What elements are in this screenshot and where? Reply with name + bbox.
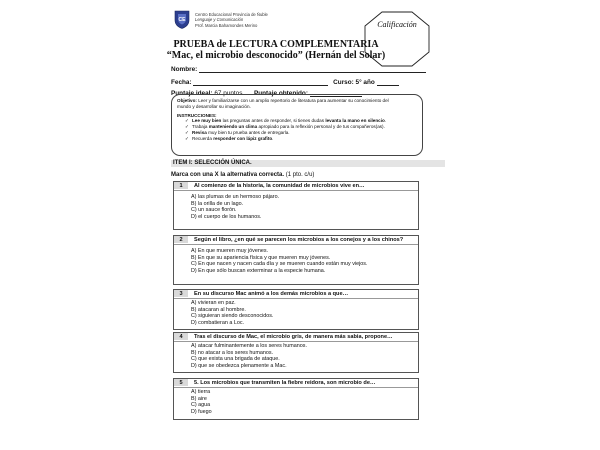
question-options (174, 191, 418, 220)
question-text: En su discurso Mac animó a los demás microbios a que… (194, 291, 349, 297)
instruction-item: ✓ Recuerda responder con lápiz grafito. (185, 135, 274, 141)
option-b[interactable]: B) En que su apariencia física y que mueren muy jóvenes. (191, 254, 331, 261)
test-subtitle: “Mac, el microbio desconocido” (Hernán del Solar) (166, 50, 386, 61)
question-text: Según el libro, ¿en qué se parecen los microbios a los conejos y a los chinos? (194, 237, 404, 243)
question-number: 3 (174, 290, 188, 297)
instruction-text: Marca con una X la alternativa correcta. (171, 172, 285, 178)
question-number: 4 (174, 333, 188, 340)
option-c[interactable]: C) que exista una brigada de ataque. (191, 356, 280, 362)
option-b[interactable]: B) aire (191, 395, 207, 402)
question-box (173, 289, 419, 330)
instruction-item: ✓ Lee muy bien las preguntas antes de responder, si tienes dudas levanta la mano en silencio. (185, 118, 387, 124)
option-b[interactable]: B) no atacar a los seres humanos. (191, 349, 274, 356)
question-box (173, 235, 419, 285)
question-text: Al comienzo de la historia, la comunidad de microbios vive en… (194, 183, 365, 189)
instruction-item: ✓ Revisa muy bien tu prueba antes de entregarla. (185, 129, 290, 135)
question-header (174, 182, 418, 191)
question-number: 2 (174, 236, 188, 243)
name-blank[interactable] (199, 66, 426, 73)
question-number: 5 (174, 379, 188, 386)
obtained-score-label: Puntaje obtenido: (253, 90, 308, 97)
option-d[interactable]: D) En que sólo buscan exterminar a la especie humana. (191, 267, 326, 274)
question-box (173, 332, 419, 373)
objective-text (177, 98, 417, 110)
option-d[interactable]: D) combatieran a Loc. (191, 319, 245, 326)
ideal-score-value: 67 puntos. (214, 90, 245, 97)
ideal-score-label: Puntaje ideal: (171, 90, 213, 97)
question-number: 1 (174, 182, 188, 189)
question-box (173, 378, 419, 420)
objective-line1: Leer y familiarizarse con un amplio repertorio de literatura para aumentar su conocimiento del (196, 98, 389, 103)
section-instruction (171, 172, 314, 178)
question-header (174, 333, 418, 342)
option-d[interactable]: D) que se obedezca plenamente a Mac. (191, 362, 287, 369)
question-options (174, 299, 418, 326)
course-blank[interactable] (377, 79, 399, 86)
option-c[interactable]: C) agua (191, 402, 211, 408)
question-header (174, 379, 418, 388)
name-label: Nombre: (171, 66, 198, 73)
instructions-label: INSTRUCCIONES: (177, 112, 217, 118)
objective-label: Objetivo: (177, 98, 197, 103)
question-options (174, 342, 418, 369)
question-header (174, 236, 418, 245)
option-b[interactable]: B) la orilla de un lago. (191, 200, 244, 207)
worksheet-page (164, 6, 446, 446)
option-b[interactable]: B) atacaran al hombre. (191, 306, 246, 313)
option-d[interactable]: D) el cuerpo de los humanos. (191, 213, 262, 220)
question-box (173, 181, 419, 230)
question-header (174, 290, 418, 299)
option-d[interactable]: D) fuego (191, 408, 212, 415)
option-a[interactable]: A) vivieran en paz. (191, 300, 236, 306)
grade-label: Calificación (377, 20, 417, 29)
date-field[interactable] (171, 79, 399, 86)
section-heading: ITEM I: SELECCIÓN ÚNICA. (171, 160, 445, 167)
question-options (174, 388, 418, 415)
option-c[interactable]: C) siguieran siendo desconocidos. (191, 313, 274, 319)
option-a[interactable]: A) las plumas de un hermoso pájaro. (191, 194, 280, 200)
school-name: Centro Educacional Provincia de Ñuble (195, 12, 268, 17)
course-label: Curso: 5° año (333, 79, 375, 86)
option-a[interactable]: A) atacar fulminantemente a los seres humanos. (191, 343, 307, 349)
school-info (195, 12, 268, 28)
teacher-name: Prof. Marcia Bahamondes Merino (195, 22, 258, 28)
question-text: 5. Los microbios que transmiten la fiebre reidora, son microbio de… (194, 380, 376, 386)
checkmark-icon: ✓ (185, 135, 189, 141)
instruction-item: ✓ Trabaja manteniendo un clima apropiado para la reflexión personal y de tus compañeros(as). (185, 124, 385, 130)
test-title: PRUEBA de LECTURA COMPLEMENTARIA (173, 39, 379, 50)
checkmark-icon: ✓ (185, 129, 189, 135)
points-per-question: (1 pto. c/u) (285, 172, 315, 178)
date-blank[interactable] (193, 79, 328, 86)
department-name: Lenguaje y Comunicación (195, 17, 244, 23)
svg-text:CE: CE (178, 17, 186, 23)
objective-box (171, 94, 423, 156)
checkmark-icon: ✓ (185, 118, 189, 124)
option-a[interactable]: A) En que mueren muy jóvenes. (191, 248, 269, 254)
option-c[interactable]: C) un sauce florón. (191, 207, 237, 213)
objective-line2: mundo y desarrollar su imaginación. (177, 103, 251, 109)
option-a[interactable]: A) tierra (191, 389, 211, 395)
name-field[interactable] (171, 66, 426, 73)
checkmark-icon: ✓ (185, 124, 189, 130)
question-options (174, 245, 418, 274)
school-shield-logo (174, 10, 190, 29)
question-text: Tras el discurso de Mac, el microbio gris, de manera más sabia, propone… (194, 334, 393, 340)
option-c[interactable]: C) En que nacen y nacen cada día y se mueren cuando están muy viejos. (191, 261, 368, 267)
date-label: Fecha: (171, 79, 192, 86)
